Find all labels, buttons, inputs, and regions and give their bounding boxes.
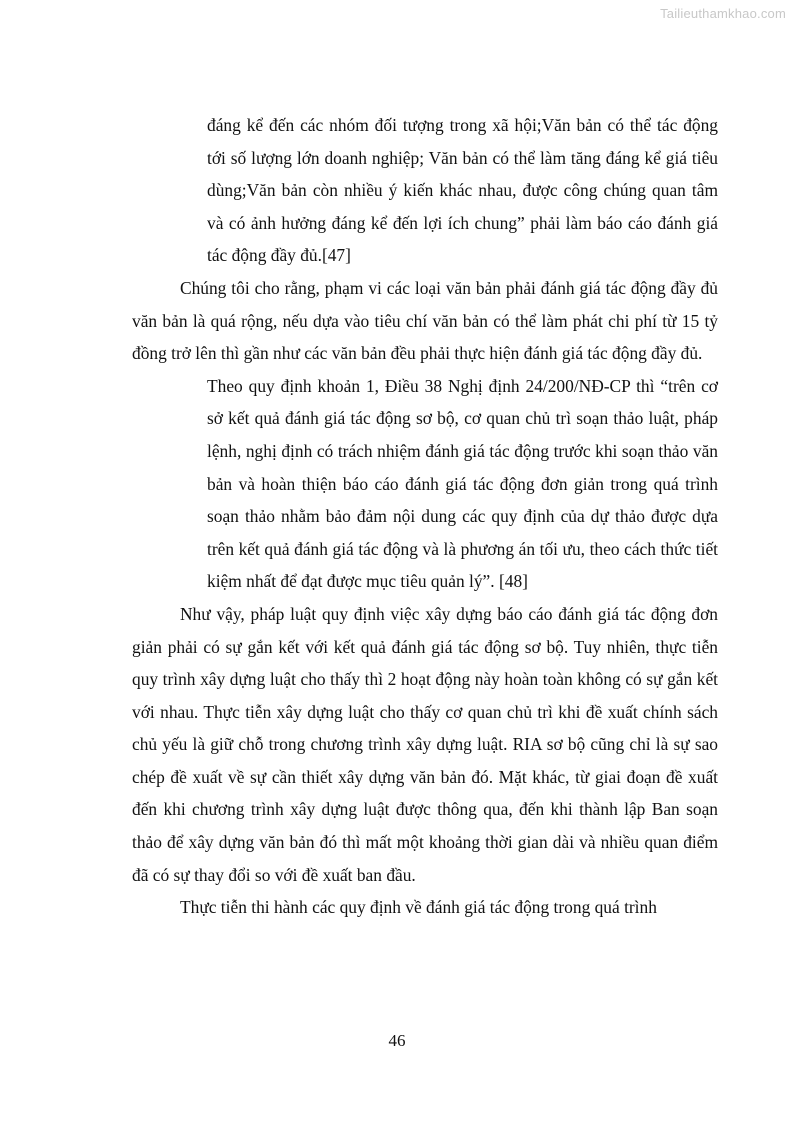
quote-paragraph-2: Theo quy định khoản 1, Điều 38 Nghị định 24/200/NĐ-CP thì “trên cơ sở kết quả đánh giá tác động sơ bộ, cơ quan chủ trì soạn thảo luật, pháp lệnh, nghị định có trách nhiệm đánh giá tác động trước khi soạn thảo văn bản và hoàn thiện báo cáo đánh giá tác động đơn giản trong quá trình soạn thảo nhằm bảo đảm nội dung các quy định của dự thảo được dựa trên kết quả đánh giá tác động và là phương án tối ưu, theo cách thức tiết kiệm nhất để đạt được mục tiêu quản lý”. [48]	[207, 375, 718, 592]
body-paragraph-2: Như vậy, pháp luật quy định việc xây dựng báo cáo đánh giá tác động đơn giản phải có sự gắn kết với kết quả đánh giá tác động sơ bộ. Tuy nhiên, thực tiễn quy trình xây dựng luật cho thấy thì 2 hoạt động này hoàn toàn không có sự gắn kết với nhau. Thực tiễn xây dựng luật cho thấy cơ quan chủ trì khi đề xuất chính sách chủ yếu là giữ chỗ trong chương trình xây dựng luật. RIA sơ bộ cũng chỉ là sự sao chép đề xuất về sự cần thiết xây dựng văn bản đó. Mặt khác, từ giai đoạn đề xuất đến khi chương trình xây dựng luật được thông qua, đến khi thành lập Ban soạn thảo để xây dựng văn bản đó thì mất một khoảng thời gian dài và nhiều quan điểm đã có sự thay đổi so với đề xuất ban đầu.	[132, 603, 718, 885]
page-number: 46	[388, 1031, 406, 1050]
body-paragraph-1: Chúng tôi cho rằng, phạm vi các loại văn bản phải đánh giá tác động đầy đủ văn bản là quá rộng, nếu dựa vào tiêu chí văn bản có thể làm phát chi phí từ 15 tỷ đồng trở lên thì gần như các văn bản đều phải thực hiện đánh giá tác động đầy đủ.	[132, 277, 718, 364]
watermark: Tailieuthamkhao.com	[660, 6, 786, 21]
page-content	[0, 109, 794, 924]
quote-paragraph-1: đáng kể đến các nhóm đối tượng trong xã hội;Văn bản có thể tác động tới số lượng lớn doanh nghiệp; Văn bản có thể làm tăng đáng kể giá tiêu dùng;Văn bản còn nhiều ý kiến khác nhau, được công chúng quan tâm và có ảnh hưởng đáng kể đến lợi ích chung” phải làm báo cáo đánh giá tác động đầy đủ.[47]	[207, 115, 718, 266]
body-paragraph-3: Thực tiễn thi hành các quy định về đánh giá tác động trong quá trình	[180, 897, 657, 918]
